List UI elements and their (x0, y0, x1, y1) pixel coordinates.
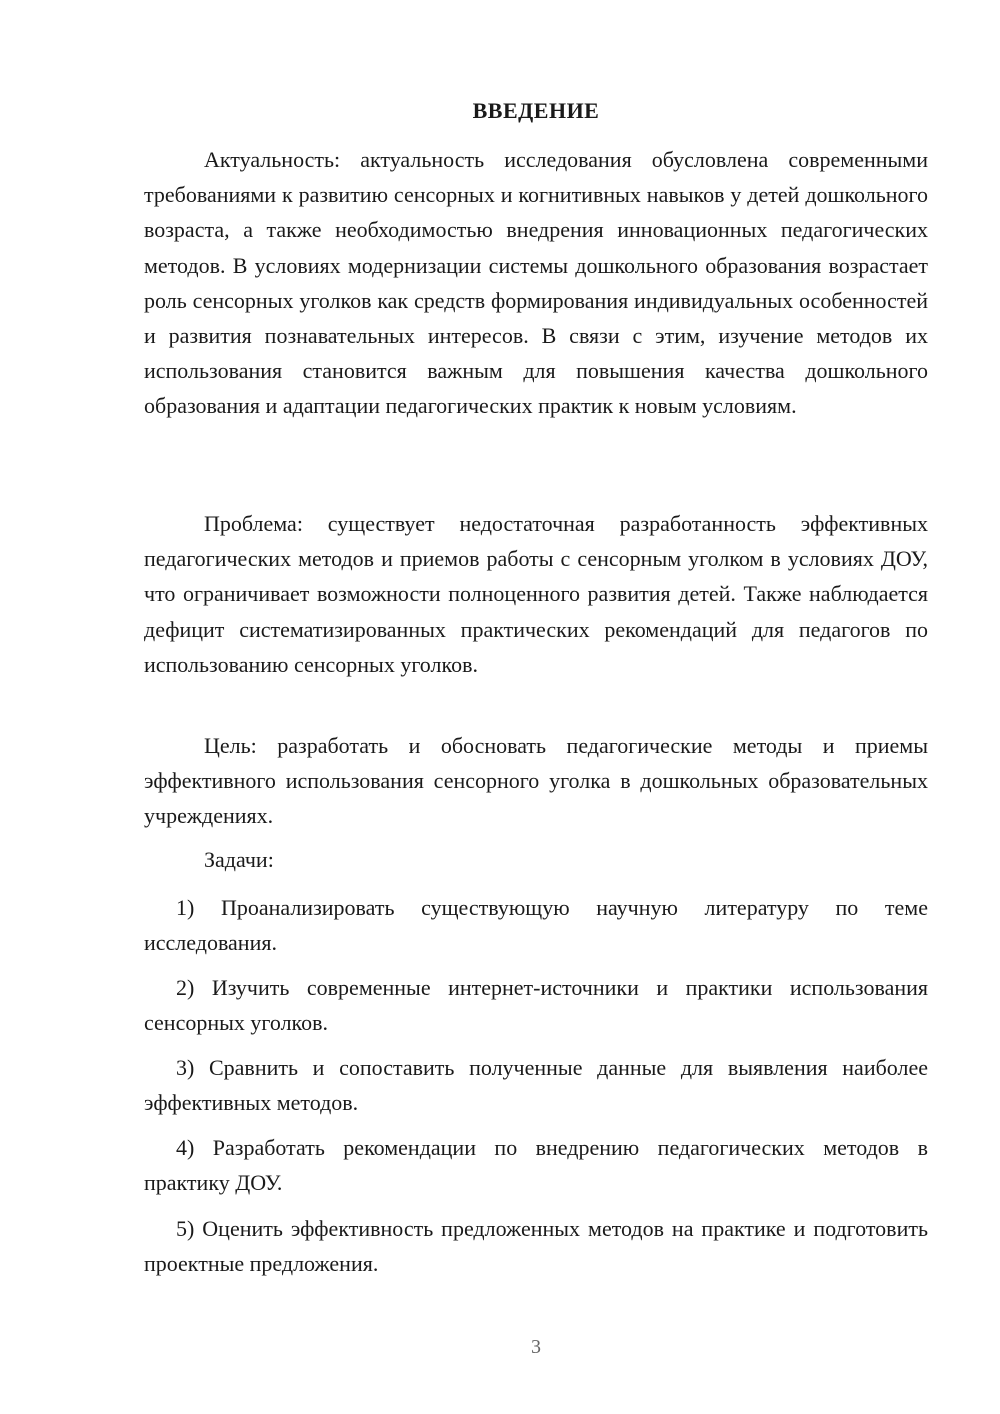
relevance-paragraph: Актуальность: актуальность исследования обусловлена современными требованиями к развитию сенсорных и когнитивных навыков у детей дошкольного возраста, а также необходимостью внедрения инновационных педагогических методов. В условиях модернизации системы дошкольного образования возрастает роль сенсорных уголков как средств формирования индивидуальных особенностей и развития познавательных интересов. В связи с этим, изучение методов их использования становится важным для повышения качества дошкольного образования и адаптации педагогических практик к новым условиям. (144, 147, 928, 419)
task-item-4: 4) Разработать рекомендации по внедрению педагогических методов в практику ДОУ. (144, 1135, 928, 1196)
task-item-3: 3) Сравнить и сопоставить полученные данные для выявления наиболее эффективных методов. (144, 1055, 928, 1116)
page-number: 3 (531, 1336, 541, 1358)
tasks-heading: Задачи: (204, 847, 274, 872)
task-item-5: 5) Оценить эффективность предложенных методов на практике и подготовить проектные предложения. (144, 1216, 928, 1277)
goal-paragraph: Цель: разработать и обосновать педагогические методы и приемы эффективного использования сенсорного уголка в дошкольных образовательных учреждениях. (144, 733, 928, 829)
task-item-2: 2) Изучить современные интернет-источники и практики использования сенсорных уголков. (144, 975, 928, 1036)
task-item-1: 1) Проанализировать существующую научную литературу по теме исследования. (144, 895, 928, 956)
problem-paragraph: Проблема: существует недостаточная разработанность эффективных педагогических методов и приемов работы с сенсорным уголком в условиях ДОУ, что ограничивает возможности полноценного развития детей. Также наблюдается дефицит систематизированных практических рекомендаций для педагогов по использованию сенсорных уголков. (144, 511, 928, 677)
section-title: ВВЕДЕНИЕ (472, 98, 600, 123)
